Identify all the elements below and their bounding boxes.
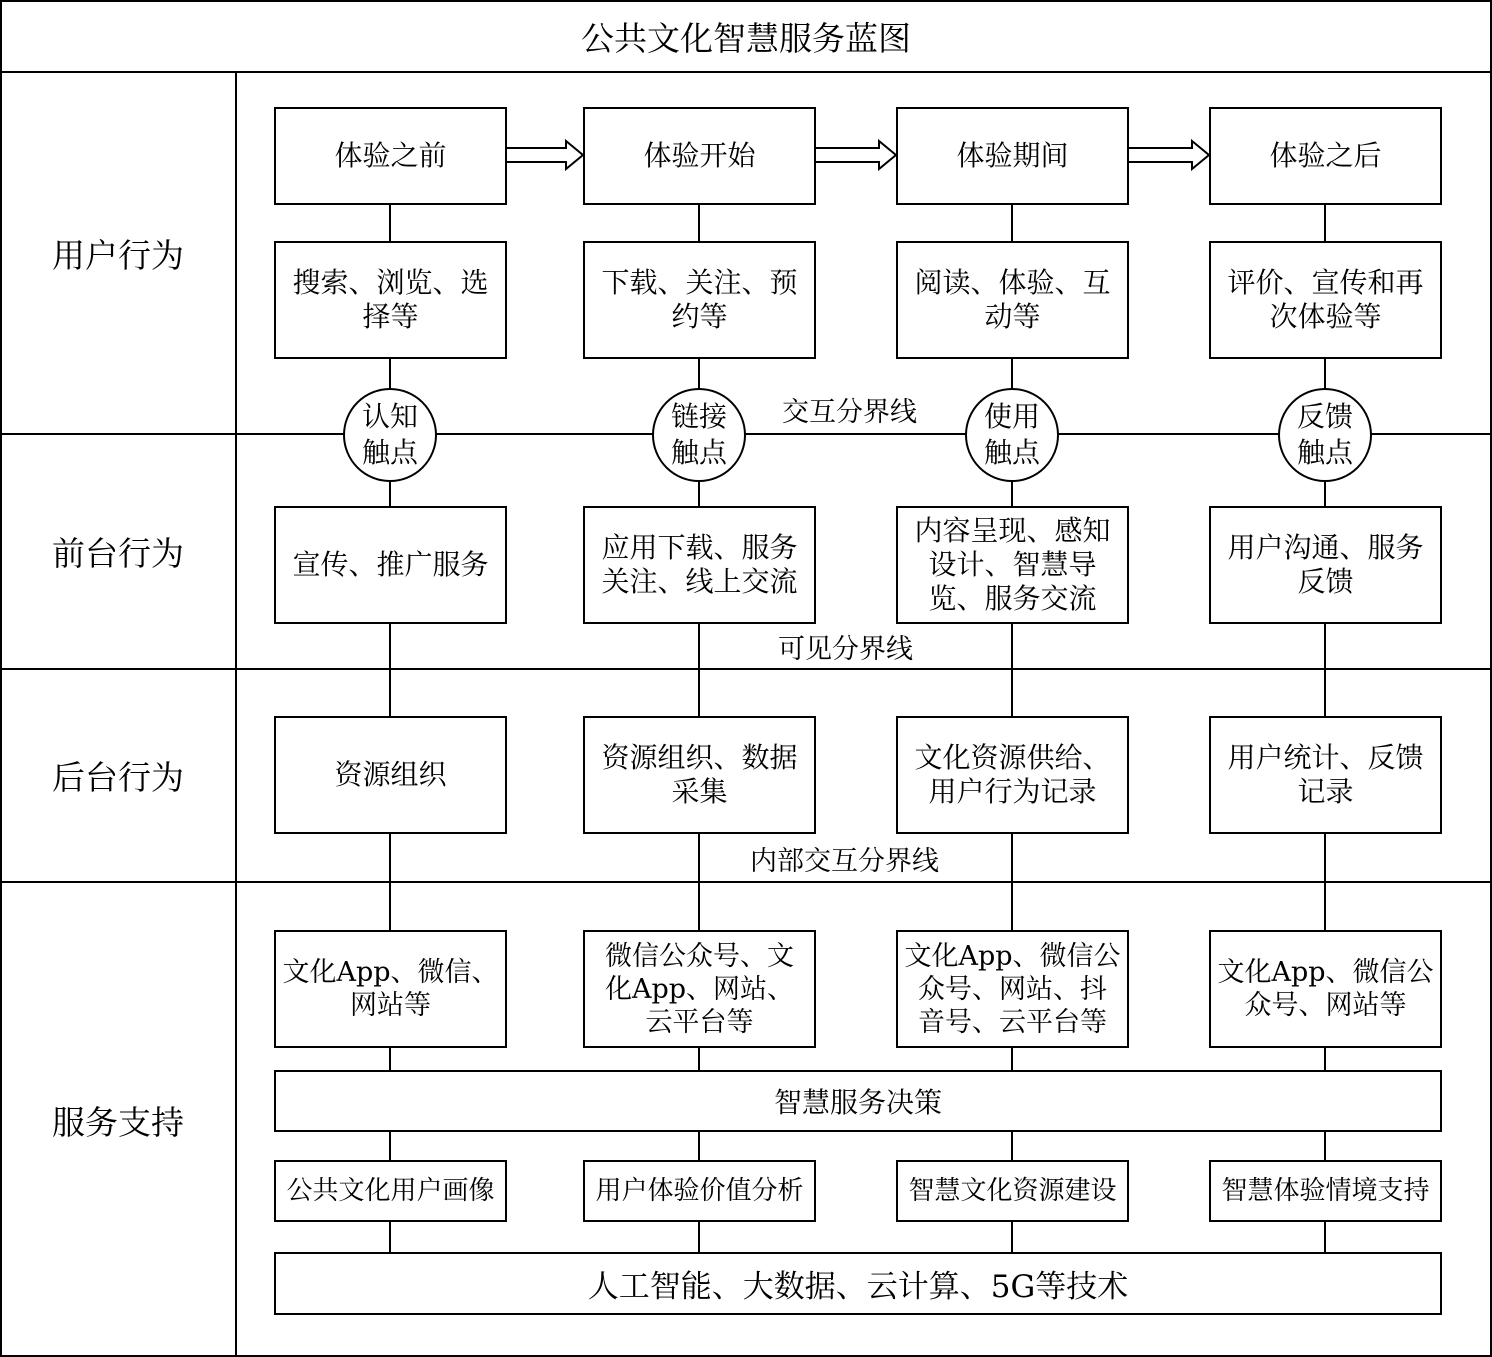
platform-box-3: 文化App、微信公 众号、网站、抖 音号、云平台等	[896, 930, 1129, 1048]
touchpoint-link: 链接 触点	[652, 388, 746, 482]
internal-divider-label: 内部交互分界线	[744, 846, 945, 878]
back-action-box-3: 文化资源供给、 用户行为记录	[896, 716, 1129, 834]
front-action-box-4: 用户沟通、服务 反馈	[1209, 506, 1442, 624]
back-action-box-1: 资源组织	[274, 716, 507, 834]
technology-bar: 人工智能、大数据、云计算、5G等技术	[274, 1252, 1442, 1315]
interaction-divider-label: 交互分界线	[776, 397, 923, 429]
front-action-box-3: 内容呈现、感知 设计、智慧导 览、服务交流	[896, 506, 1129, 624]
smart-service-decision-bar: 智慧服务决策	[274, 1070, 1442, 1132]
stage-box-before: 体验之前	[274, 107, 507, 205]
front-action-box-2: 应用下载、服务 关注、线上交流	[583, 506, 816, 624]
user-action-box-3: 阅读、体验、互 动等	[896, 241, 1129, 359]
stage-arrow-2	[815, 140, 897, 170]
user-action-box-2: 下载、关注、预 约等	[583, 241, 816, 359]
capability-box-4: 智慧体验情境支持	[1209, 1160, 1442, 1222]
lane-label-front: 前台行为	[52, 534, 184, 573]
stage-arrow-1	[506, 140, 584, 170]
user-action-box-4: 评价、宣传和再 次体验等	[1209, 241, 1442, 359]
page-title: 公共文化智慧服务蓝图	[581, 18, 911, 58]
front-action-box-1: 宣传、推广服务	[274, 506, 507, 624]
platform-box-2: 微信公众号、文 化App、网站、 云平台等	[583, 930, 816, 1048]
lane-label-user: 用户行为	[52, 235, 184, 275]
lane-label-support: 服务支持	[52, 1102, 184, 1142]
platform-box-1: 文化App、微信、 网站等	[274, 930, 507, 1048]
lane-label-back: 后台行为	[52, 758, 184, 797]
capability-box-3: 智慧文化资源建设	[896, 1160, 1129, 1222]
touchpoint-use: 使用 触点	[965, 388, 1059, 482]
capability-box-2: 用户体验价值分析	[583, 1160, 816, 1222]
stage-box-after: 体验之后	[1209, 107, 1442, 205]
capability-box-1: 公共文化用户画像	[274, 1160, 507, 1222]
user-action-box-1: 搜索、浏览、选 择等	[274, 241, 507, 359]
platform-box-4: 文化App、微信公 众号、网站等	[1209, 930, 1442, 1048]
back-action-box-4: 用户统计、反馈 记录	[1209, 716, 1442, 834]
stage-box-start: 体验开始	[583, 107, 816, 205]
back-action-box-2: 资源组织、数据 采集	[583, 716, 816, 834]
touchpoint-feedback: 反馈 触点	[1278, 388, 1372, 482]
touchpoint-cognition: 认知 触点	[343, 388, 437, 482]
visibility-divider-label: 可见分界线	[772, 634, 919, 666]
stage-box-during: 体验期间	[896, 107, 1129, 205]
stage-arrow-3	[1128, 140, 1210, 170]
